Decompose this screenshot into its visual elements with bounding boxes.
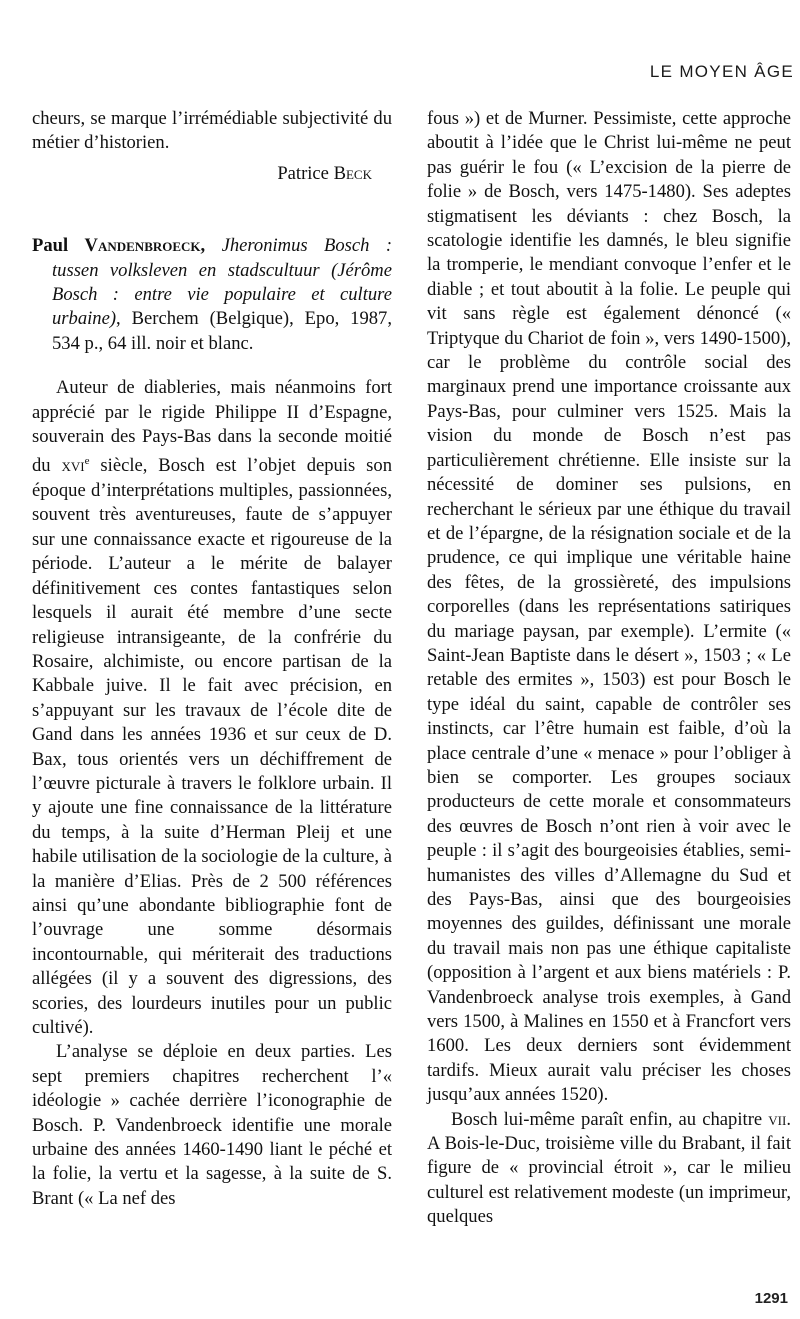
author-last-name: Vandenbroeck bbox=[84, 235, 201, 257]
book-title: Jheronimus Bosch : tussen volksleven en stadscultuur bbox=[52, 235, 393, 281]
review-paragraph-1: Auteur de diableries, mais néanmoins fort apprécié par le rigide Philippe II d’Espagne, souverain des Pays-Bas dans la seconde moitié du xvi$^e$ siècle, Bosch est l’objet depuis son époque d’interprétations multiples, passionnées, souvent très aventureuses, faute de s’appuyer sur une connaissance exacte et rigoureuse de la période. L’auteur a le mérite de balayer définitivement ces contes fantastiques selon lesquels il aurait été membre d’une secte religieuse intransigeante, de la confrérie du Rosaire, alchimiste, ou encore partisan de la Kabbale juive. Il le fait avec précision, en s’appuyant sur les travaux de l’école dite de Gand dans les années 1936 et sur ceux de D. Bax, tous orientés vers un déchiffrement de l’œuvre picturale à travers le folklore urbain. Il y ajoute une fine connaissance de la littérature du temps, à la suite d’Herman Pleij et une habile utilisation de la sociologie de la culture, à la manière d’Elias. Près de 2 500 références ainsi qu’une abondante bibliographie font de l’ouvrage une somme désormais incontournable, qui mériterait des traductions allégées (il y a souvent des digressions, des scories, des lourdeurs inutiles pour un public cultivé). bbox=[32, 377, 392, 1038]
previous-review-ending: cheurs, se marque l’irrémédiable subjectivité du métier d’historien. bbox=[32, 108, 392, 154]
review-paragraph-2: L’analyse se déploie en deux parties. Les sept premiers chapitres recherchent l’« idéologie » cachée derrière l’iconographie de Bosch. P. Vandenbroeck identifie une morale urbaine des années 1460-1490 liant le péché et la folie, la vertu et la sagesse, à la suite de S. Brant (« La nef des bbox=[32, 1041, 392, 1209]
right-column bbox=[427, 107, 791, 1230]
chapter-numeral: vii bbox=[768, 1108, 787, 1130]
signature-last-name: Beck bbox=[333, 162, 372, 184]
review-paragraph-3: Bosch lui-même paraît enfin, au chapitre vii. A Bois-le-Duc, troisième ville du Brabant, il fait figure de « provincial étroit », car le milieu culturel est relativement modeste (un imprimeur, quelques bbox=[427, 1108, 791, 1228]
left-column bbox=[32, 107, 392, 1211]
reviewer-signature bbox=[32, 162, 392, 186]
running-head: LE MOYEN ÂGE bbox=[649, 62, 794, 81]
book-title-translation: (Jérôme Bosch : entre vie populaire et culture urbaine) bbox=[52, 259, 392, 330]
signature-first-name: Patrice bbox=[277, 162, 329, 184]
book-author: Paul Vandenbroeck, bbox=[32, 235, 206, 257]
publication-details: , Berchem (Belgique), Epo, 1987, 534 p., 64 ill. noir et blanc. bbox=[52, 308, 392, 354]
author-first-name: Paul bbox=[32, 235, 69, 257]
century-suffix: e bbox=[84, 455, 90, 468]
review-paragraph-2-continued: fous ») et de Murner. Pessimiste, cette approche aboutit à l’idée que le Christ lui-même ne peut pas guérir le fou (« L’excision de la pierre de folie » de Bosch, vers 1475-1480). Ses adeptes stigmatisent les déviants : chez Bosch, la scatologie identifie les damnés, le bleu signifie la tromperie, le mendiant convoque l’enfer et le diable ; et tout aboutit à la folie. Le peuple qui vit sans règle est également dénoncé (« Triptyque du Chariot de foin », vers 1490-1500), car le problème du contrôle social des marginaux prend une importance croissante aux Pays-Bas, pour culminer vers 1525. Mais la vision du monde de Bosch n’est pas particulièrement chrétienne. Elle insiste sur la nécessité de dominer ses pulsions, en recherchant le sérieux par une éthique du travail et de l’épargne, de la résignation sociale et de la prudence, ce qui implique une véritable haine des fêtes, de la grossièreté, des impulsions corporelles (dans les représentations satiriques du mariage paysan, par exemple). L’ermite (« Saint-Jean Baptiste dans le désert », 1503 ; « Le retable des ermites », 1503) est pour Bosch le type idéal du saint, capable de contrôler ses instincts, car l’être humain est faible, d’où la place centrale d’une « menace » pour l’obliger à bien se comporter. Les groupes sociaux producteurs de cette morale et consommateurs des œuvres de Bosch n’ont rien à voir avec le peuple : il s’agit des bourgeoisies établies, semi-humanistes des villes d’Allemagne du Sud et des Pays-Bas, ainsi que des bourgeoisies moyennes des guildes, définissant une morale du travail mais non pas une éthique capitaliste (opposition à l’argent et aux biens matériels : P. Vandenbroeck analyse trois exemples, à Gand vers 1500, à Malines en 1550 et à Francfort vers 1600. Les deux derniers sont évidemment tardifs. Mieux aurait valu préciser les choses jusqu’aux années 1520). bbox=[427, 108, 791, 1106]
review-bibliographic-header bbox=[32, 234, 392, 356]
page-number: 1291 bbox=[754, 1290, 788, 1307]
century-numeral: xvi bbox=[61, 455, 85, 477]
